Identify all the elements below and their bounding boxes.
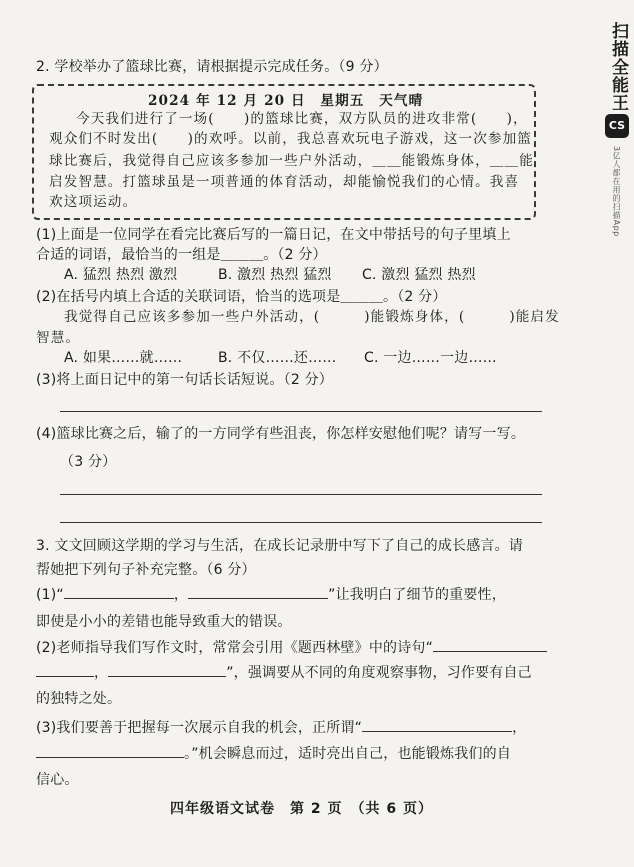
q3-s2-suffix: ”，强调要从不同的角度观察事物，习作要有自己 xyxy=(226,665,532,681)
fill-blank-s2-b[interactable] xyxy=(36,664,94,677)
answer-line-sub4-1[interactable] xyxy=(60,494,542,495)
fill-blank-s3-a[interactable] xyxy=(362,719,512,732)
q3-s3-comma: ， xyxy=(512,720,527,736)
q3-s2-line2 xyxy=(36,664,532,682)
diary-line-5: 欢这项运动。 xyxy=(49,194,138,210)
q3-s2-line3: 的独特之处。 xyxy=(36,691,122,707)
q3-s2-mid: ， xyxy=(94,665,109,681)
q2-sub4: (4)篮球比赛之后，输了的一方同学有些沮丧，你怎样安慰他们呢？请写一写。 xyxy=(36,426,526,442)
q3-s3-prefix: (3)我们要善于把握每一次展示自我的机会，正所谓“ xyxy=(36,720,363,736)
q2-sub4-points: （3 分） xyxy=(60,454,117,470)
diary-line-2: 观众们不时发出( )的欢呼。以前，我总喜欢玩电子游戏，这一次参加篮 xyxy=(49,131,533,147)
brand-title: 扫描全能王 xyxy=(608,22,628,112)
diary-header: 2024 年 12 月 20 日 星期五 天气晴 xyxy=(148,93,424,109)
page-footer: 四年级语文试卷 第 2 页 （共 6 页） xyxy=(170,801,433,817)
q2-sub1-option-b: B. 激烈 热烈 猛烈 xyxy=(218,267,332,283)
q2-sub2-quote2: 智慧。 xyxy=(36,330,81,346)
q2-sub2-option-b: B. 不仅……还…… xyxy=(218,350,337,366)
q3-s1-mid: ， xyxy=(173,587,189,603)
q2-sub1-option-c: C. 激烈 猛烈 热烈 xyxy=(362,267,476,283)
q3-s1-suffix: ”让我明白了细节的重要性， xyxy=(328,587,506,603)
fill-blank-s3-b[interactable] xyxy=(36,745,184,758)
q2-sub2-line1: (2)在括号内填上合适的关联词语，恰当的选项是＿＿＿。（2 分） xyxy=(36,289,447,305)
fill-blank-s1-a[interactable] xyxy=(64,586,174,599)
answer-line-sub3[interactable] xyxy=(60,411,542,412)
q3-s2-line1 xyxy=(36,639,547,657)
scanner-watermark xyxy=(602,14,632,274)
diary-line-4: 启发智慧。打篮球虽是一项普通的体育活动，却能愉悦我们的心情。我喜 xyxy=(49,174,520,190)
q2-sub2-option-c: C. 一边……一边…… xyxy=(364,350,497,366)
q3-title-line2: 帮她把下列句子补充完整。（6 分） xyxy=(36,562,256,578)
q3-s1-line2: 即使是小小的差错也能导致重大的错误。 xyxy=(36,614,292,630)
q3-s1-prefix: (1)“ xyxy=(36,587,64,603)
q3-s2-prefix: (2)老师指导我们写作文时，常常会引用《题西林壁》中的诗句“ xyxy=(36,640,434,656)
fill-blank-s2-c[interactable] xyxy=(108,664,226,677)
fill-blank-s2-a[interactable] xyxy=(433,639,547,652)
q2-sub1-line2: 合适的词语，最恰当的一组是＿＿＿。（2 分） xyxy=(36,247,327,263)
q3-s3-suffix: 。”机会瞬息而过，适时亮出自己，也能锻炼我们的自 xyxy=(184,746,512,762)
q2-title: 2. 学校举办了篮球比赛，请根据提示完成任务。（9 分） xyxy=(36,59,388,75)
q2-sub2-option-a: A. 如果……就…… xyxy=(64,350,183,366)
q2-sub1-option-a: A. 猛烈 热烈 激烈 xyxy=(64,267,178,283)
diary-line-3: 球比赛后，我觉得自己应该多参加一些户外活动，＿＿能锻炼身体，＿＿能 xyxy=(49,153,534,169)
q2-sub2-quote1: 我觉得自己应该多参加一些户外活动，( )能锻炼身体，( )能启发 xyxy=(64,309,560,325)
fill-blank-s1-b[interactable] xyxy=(188,586,328,599)
diary-line-1: 今天我们进行了一场( )的篮球比赛，双方队员的进攻非常( )， xyxy=(76,111,528,127)
answer-line-sub4-2[interactable] xyxy=(60,522,542,523)
cs-logo-icon: CS xyxy=(605,114,629,138)
q3-s3-line1 xyxy=(36,719,526,737)
q3-s1-line1 xyxy=(36,586,506,604)
q3-s3-line3: 信心。 xyxy=(36,772,79,788)
q2-sub1-line1: (1)上面是一位同学在看完比赛后写的一篇日记，在文中带括号的句子里填上 xyxy=(36,227,511,243)
brand-subtitle: 3亿人都在用的扫描App xyxy=(612,146,621,237)
q2-sub3: (3)将上面日记中的第一句话长话短说。（2 分） xyxy=(36,372,333,388)
q3-title-line1: 3. 文文回顾这学期的学习与生活，在成长记录册中写下了自己的成长感言。请 xyxy=(36,538,524,554)
q3-s3-line2 xyxy=(36,745,511,763)
